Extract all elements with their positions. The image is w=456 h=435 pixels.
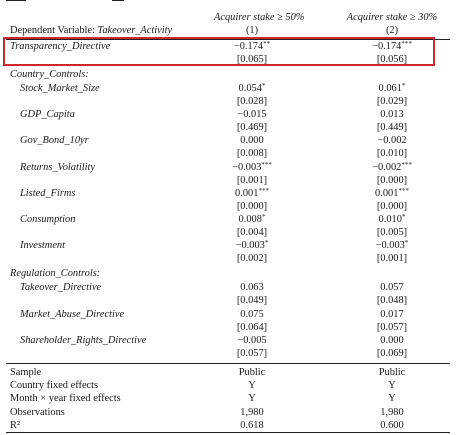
coef-col1: 0.008* — [238, 213, 266, 225]
se-col1: [0.002] — [236, 253, 268, 265]
footer-label: R² — [10, 419, 21, 431]
se-col2: [0.449] — [376, 122, 408, 134]
row-label: Transparency_Directive — [10, 41, 111, 52]
dependent-variable-name: Takeover_Activity — [97, 25, 173, 36]
se-col1: [0.004] — [236, 227, 268, 238]
coef-col1: −0.015 — [237, 109, 267, 121]
footer-label: Observations — [10, 406, 65, 418]
se-col2: [0.005] — [376, 227, 408, 238]
row-label: Shareholder_Rights_Directive — [20, 335, 147, 346]
col2-number: (2) — [385, 25, 399, 36]
footer-col1: Y — [248, 393, 256, 405]
footer-col1: Y — [248, 380, 256, 392]
footer-col1: 0.618 — [240, 419, 264, 431]
footer-col2: Public — [378, 367, 406, 378]
coef-col1: −0.003* — [235, 239, 269, 252]
row-label: GDP_Capita — [20, 109, 75, 121]
top-rule-left — [6, 0, 26, 1]
se-col1: [0.057] — [236, 348, 268, 359]
footer-col1: Public — [238, 367, 266, 378]
se-col2: [0.010] — [376, 148, 408, 160]
coef-col1: 0.001*** — [235, 186, 269, 199]
col1-number: (1) — [245, 25, 259, 36]
se-col2: [0.069] — [376, 348, 408, 359]
se-col2: [0.001] — [376, 253, 408, 265]
row-label: Market_Abuse_Directive — [20, 308, 125, 320]
coef-col2: −0.002*** — [372, 160, 412, 173]
col2-title: Acquirer stake ≥ 30% — [346, 12, 438, 23]
se-col1: [0.000] — [236, 200, 268, 212]
dependent-variable-label: Dependent Variable: — [10, 25, 95, 36]
coef-col1: −0.005 — [237, 335, 267, 346]
row-label: Returns_Volatility — [20, 161, 96, 173]
se-col2: [0.048] — [376, 295, 408, 306]
coef-col2: 0.010* — [378, 213, 406, 225]
coef-col1: 0.063 — [240, 282, 264, 293]
se-col2: [0.057] — [376, 321, 408, 333]
se-col1: [0.065] — [236, 54, 268, 65]
row-label: Investment — [20, 240, 66, 252]
coef-col2: 0.017 — [380, 308, 404, 320]
coef-col2: 0.061* — [378, 82, 406, 94]
footer-col1: 1,980 — [240, 406, 264, 418]
coef-col2: −0.174*** — [372, 40, 412, 52]
coef-col1: 0.054* — [238, 82, 266, 94]
coef-col1: −0.174** — [233, 40, 271, 52]
se-col2: [0.056] — [376, 54, 408, 65]
country-controls-title: Country_Controls: — [10, 69, 89, 80]
se-col1: [0.001] — [236, 174, 268, 186]
se-col2: [0.000] — [376, 174, 408, 186]
row-label: Listed_Firms — [20, 187, 76, 199]
coef-col1: 0.075 — [240, 308, 264, 320]
coef-col2: −0.003* — [375, 239, 409, 252]
footer-col2: 1,980 — [380, 406, 404, 418]
footer-col2: Y — [388, 393, 396, 405]
se-col1: [0.469] — [236, 122, 268, 134]
footer-col2: 0.600 — [380, 419, 404, 431]
coef-col2: 0.000 — [380, 335, 404, 346]
top-rule-mid — [112, 0, 124, 1]
row-label: Takeover_Directive — [20, 282, 102, 293]
coef-col2: −0.002 — [377, 135, 407, 147]
coef-col1: −0.003*** — [232, 160, 272, 173]
se-col2: [0.000] — [376, 200, 408, 212]
se-col1: [0.049] — [236, 295, 268, 306]
coef-col2: 0.057 — [380, 282, 404, 293]
footer-col2: Y — [388, 380, 396, 392]
footer-label: Sample — [10, 367, 42, 378]
footer-rule — [6, 363, 450, 364]
row-label: Consumption — [20, 214, 76, 225]
se-col1: [0.064] — [236, 321, 268, 333]
coef-col2: 0.001*** — [375, 186, 409, 199]
footer-label: Country fixed effects — [10, 380, 99, 392]
row-label: Stock_Market_Size — [20, 83, 100, 94]
se-col1: [0.028] — [236, 96, 268, 107]
row-label: Gov_Bond_10yr — [20, 135, 89, 147]
col1-title: Acquirer stake ≥ 50% — [214, 12, 305, 23]
footer-label: Month × year fixed effects — [10, 393, 121, 405]
se-col2: [0.029] — [376, 96, 408, 107]
se-col1: [0.008] — [236, 148, 268, 160]
regulation-controls-title: Regulation_Controls: — [10, 268, 101, 279]
dependent-variable-caption — [10, 25, 172, 37]
coef-col1: 0.000 — [240, 135, 264, 147]
bottom-rule — [6, 432, 450, 433]
coef-col2: 0.013 — [380, 109, 404, 121]
